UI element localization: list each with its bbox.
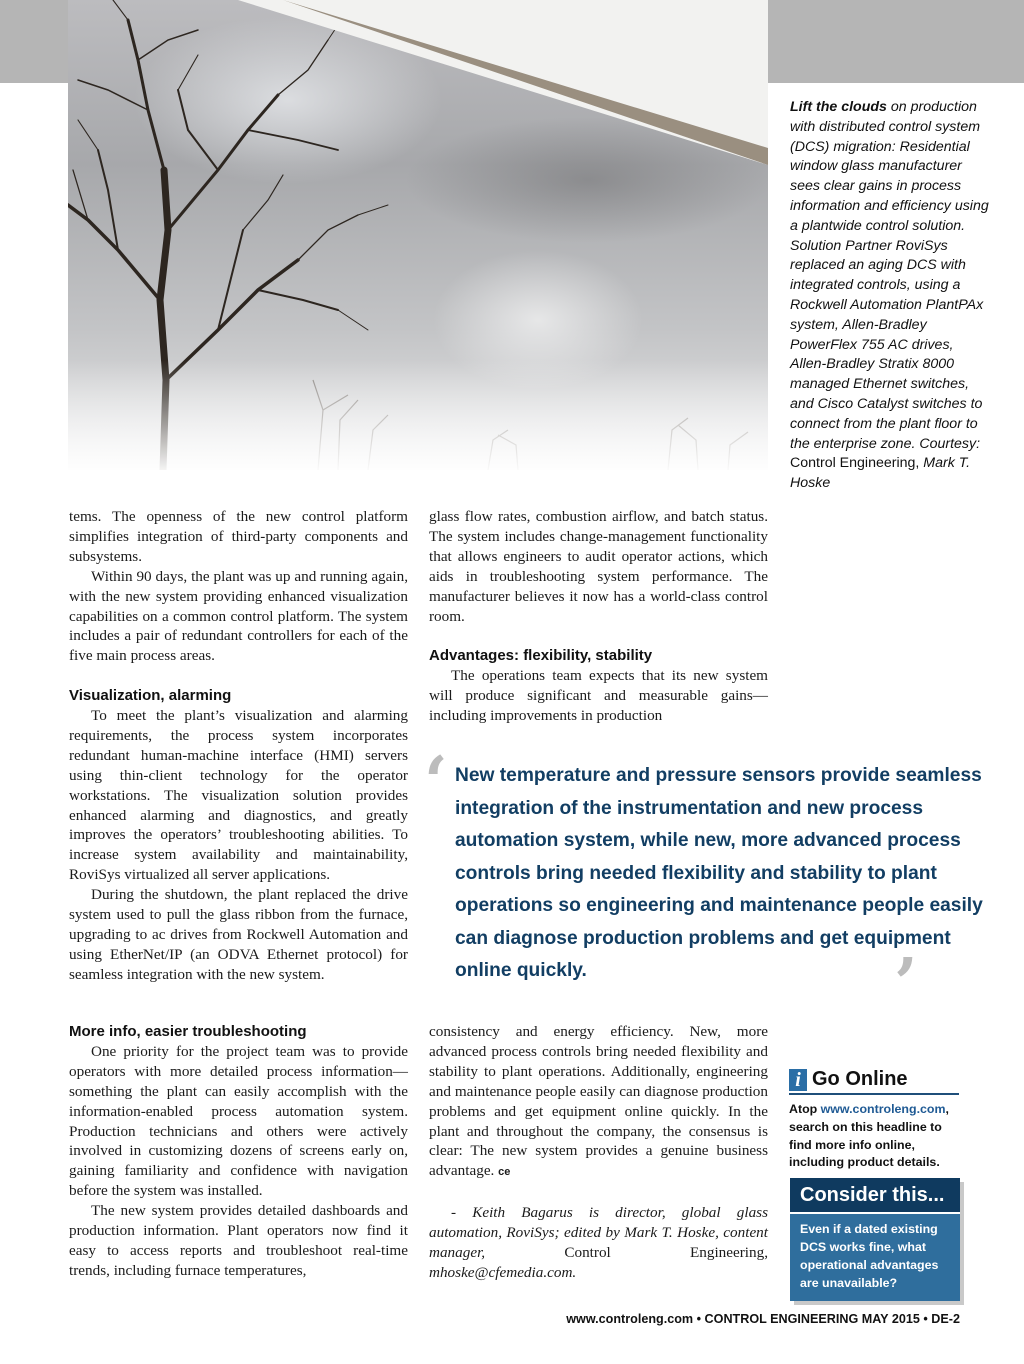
consider-title: Consider this... <box>790 1178 960 1214</box>
go-online-text-a: Atop <box>789 1102 821 1116</box>
footer-separator: • <box>919 1312 932 1326</box>
info-icon: i <box>789 1069 807 1091</box>
consider-text: Even if a dated existing DCS works fine, what operational advantages are unavailable? <box>790 1214 960 1301</box>
column-left-bottom <box>69 1022 408 1281</box>
column-right-top <box>429 507 768 726</box>
section-heading-more-info: More info, easier troubleshooting <box>69 1023 307 1040</box>
paragraph: One priority for the project team was to provide operators with more detailed process information—something the plant can easily accomplish with the information-enabled process automation system. Production technicians and others were actively involved in customizing dozens of screens early on, gaining familiarity and confidence with navigation before the system was installed. <box>69 1042 408 1200</box>
byline-text: - Keith Bagarus is director, global glass automation, RoviSys; edited by Mark T. Hoske, content manager, <box>429 1204 768 1261</box>
go-online-title: Go Online <box>812 1068 908 1090</box>
paragraph: To meet the plant’s visualization and alarming requirements, the process system incorporates redundant human-machine interface (HMI) servers using thin-client technology for the operator workstations. The visualization solution provides enhanced alarming and diagnostics, and greatly improves the operators’ troubleshooting abilities. To increase system availability and maintainability, RoviSys virtualized all server applications. <box>69 707 408 884</box>
consider-this-box <box>790 1178 960 1301</box>
paragraph: The operations team expects that its new system will produce significant and measurable gains—including improvements in production <box>429 667 768 725</box>
column-left-top <box>69 507 408 985</box>
open-quote-mark: ‘ <box>424 742 448 822</box>
page-footer <box>500 1312 960 1326</box>
paragraph: tems. The openness of the new control platform simplifies integration of third-party components and subsystems. <box>69 508 408 565</box>
footer-separator: • <box>693 1312 705 1326</box>
go-online-text <box>789 1101 959 1172</box>
byline-email: mhoske@cfemedia.com. <box>429 1263 577 1281</box>
caption-courtesy-label: Courtesy: <box>919 435 981 452</box>
section-heading-advantages: Advantages: flexibility, stability <box>429 647 653 665</box>
paragraph <box>429 1022 768 1183</box>
byline <box>429 1203 768 1283</box>
paragraph: During the shutdown, the plant replaced the drive system used to pull the glass ribbon from the furnace, upgrading to ac drives from Rockwell Automation and using EtherNet/IP (an ODVA Ethernet protocol) for seamless integration with the new system. <box>69 886 408 983</box>
photo-fade <box>68 360 768 470</box>
section-heading-visualization: Visualization, alarming <box>69 687 232 705</box>
end-mark: ce <box>498 1166 511 1179</box>
go-online-header <box>789 1068 959 1095</box>
footer-site[interactable]: www.controleng.com <box>566 1312 694 1326</box>
cloudy-sky-photo <box>68 0 768 470</box>
footer-issue: CONTROL ENGINEERING MAY 2015 <box>704 1312 920 1326</box>
caption-lead: Lift the clouds <box>790 99 887 115</box>
go-online-text-b: , search on this headline to find more info online, including product details. <box>789 1102 949 1170</box>
paragraph: Within 90 days, the plant was up and running again, with the new system providing enhanced visualization capabilities on a common control platform. The system includes a pair of redundant controllers for each of the five main process areas. <box>69 567 408 665</box>
photo-caption <box>790 98 990 494</box>
close-quote-mark: ’ <box>894 944 918 1024</box>
caption-courtesy-name: Mark T. Hoske <box>790 455 971 492</box>
photo-drawing <box>68 0 768 470</box>
byline-publication: Control Engineering, <box>564 1243 768 1261</box>
paragraph-text: consistency and energy efficiency. New, more advanced process controls bring needed flexibility and stability to plant operations. Additionally, engineering and maintenance people easily can diagnose production problems and get equipment online quickly. In the plant and throughout the company, the consensus is clear: The new system provides a genuine business advantage. <box>429 1023 768 1180</box>
go-online-box <box>789 1068 959 1172</box>
caption-courtesy-org: Control Engineering, <box>790 455 924 472</box>
column-right-bottom <box>429 1022 768 1283</box>
paragraph: glass flow rates, combustion airflow, and batch status. The system includes change-management functionality that allows engineers to audit operator actions, which aids in troubleshooting system performance. The manufacturer believes it now has a world-class control room. <box>429 508 768 625</box>
page-number: DE-2 <box>931 1312 960 1326</box>
paragraph: The new system provides detailed dashboards and production information. Plant operators now find it easy to access reports and troubleshoot real-time trends, including furnace temperatures, <box>69 1202 408 1279</box>
roof-eave <box>238 0 768 165</box>
go-online-link[interactable]: www.controleng.com <box>820 1102 946 1116</box>
pull-quote: New temperature and pressure sensors provide seamless integration of the instrumentation and new process automation system, while new, more advanced process controls bring needed flexibility and stability to plant operations so engineering and maintenance people easily can diagnose production problems and get equipment online quickly. <box>455 765 983 981</box>
caption-body: on production with distributed control system (DCS) migration: Residential window glass manufacturer sees clear gains in process information and efficiency using a plantwide control solution. Solution Partner RoviSys replaced an aging DCS with integrated controls, using a Rockwell Automation PlantPAx system, Allen-Bradley PowerFlex 755 AC drives, Allen-Bradley Stratix 8000 managed Ethernet switches, and Cisco Catalyst switches to connect from the plant floor to the enterprise zone. <box>790 99 989 452</box>
